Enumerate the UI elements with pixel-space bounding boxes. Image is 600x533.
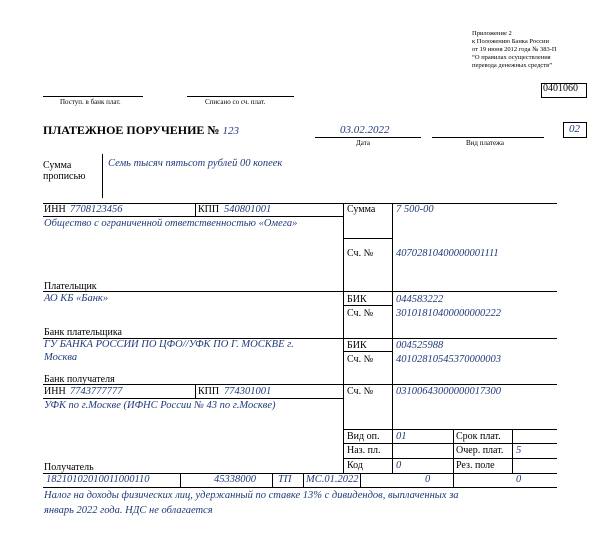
grid-line xyxy=(43,291,557,292)
tax-field-doc-number: 0 xyxy=(425,474,431,485)
op-type: 01 xyxy=(396,431,407,442)
amount-words-label-line: Сумма xyxy=(43,160,72,171)
payer-bank-account-label: Сч. № xyxy=(347,308,374,319)
tax-field-oktmo: 45338000 xyxy=(214,474,256,485)
amount-words-value: Семь тысяч пятьсот рублей 00 копеек xyxy=(108,158,283,169)
payee-bank-name-cont: Москва xyxy=(44,352,78,363)
appendix-line: перевода денежных средств” xyxy=(472,62,553,69)
grid-line xyxy=(43,216,343,217)
appendix-line: Приложение 2 xyxy=(472,30,512,37)
tax-field-doc-date: 0 xyxy=(516,474,522,485)
order-title xyxy=(43,123,239,138)
payer-bank-account: 30101810400000000222 xyxy=(396,308,501,319)
status-code: 02 xyxy=(569,123,580,135)
payer-kpp-label: КПП xyxy=(198,204,220,215)
payment-purpose-line: январь 2022 года. НДС не облагается xyxy=(44,505,213,516)
payer-bank-bik-label: БИК xyxy=(347,294,367,305)
amount-words-label-line: прописью xyxy=(43,171,86,182)
payee-bank-role-label: Банк получателя xyxy=(44,374,115,385)
tax-field-period: МС.01.2022 xyxy=(306,474,359,485)
payer-kpp: 540801001 xyxy=(224,204,272,215)
received-label: Поступ. в банк плат. xyxy=(60,98,121,106)
received-line xyxy=(43,96,143,97)
payer-inn-label: ИНН xyxy=(44,204,66,215)
grid-line xyxy=(512,429,513,473)
grid-line xyxy=(343,351,392,352)
payee-bank-name: ГУ БАНКА РОССИИ ПО ЦФО//УФК ПО Г. МОСКВЕ г. xyxy=(44,339,294,350)
op-type-label: Вид оп. xyxy=(347,431,380,442)
priority-label: Очер. плат. xyxy=(456,445,504,456)
date-line xyxy=(315,137,421,138)
payer-inn: 7708123456 xyxy=(70,204,123,215)
purpose-code-label: Наз. пл. xyxy=(347,445,381,456)
payee-inn: 7743777777 xyxy=(70,386,123,397)
appendix-line: к Положению Банка России xyxy=(472,38,549,45)
grid-line xyxy=(272,473,273,487)
payment-purpose-line: Налог на доходы физических лиц, удержанный по ставке 13% с дивидендов, выплаченных за xyxy=(44,490,459,501)
grid-line xyxy=(303,473,304,487)
date-label: Дата xyxy=(356,139,370,147)
grid-line xyxy=(343,238,392,239)
appendix-line: от 19 июня 2012 года № 383-П xyxy=(472,46,557,53)
grid-line xyxy=(343,305,392,306)
grid-line xyxy=(453,473,454,487)
grid-line xyxy=(343,458,557,459)
debited-label: Списано со сч. плат. xyxy=(205,98,266,106)
amount-words-divider xyxy=(102,154,103,198)
payer-bank-bik: 044583222 xyxy=(396,294,444,305)
grid-line xyxy=(343,443,557,444)
payer-amount-label: Сумма xyxy=(347,204,376,215)
tax-field-kbk: 18210102010011000110 xyxy=(46,474,150,485)
debited-line xyxy=(187,96,294,97)
payee-bank-bik: 004525988 xyxy=(396,340,444,351)
payee-role-label: Получатель xyxy=(44,462,94,473)
payee-account: 03100643000000017300 xyxy=(396,386,501,397)
payer-account-label: Сч. № xyxy=(347,248,374,259)
grid-line xyxy=(360,473,361,487)
grid-line xyxy=(43,487,557,488)
order-number: 123 xyxy=(222,125,239,137)
payer-amount: 7 500-00 xyxy=(396,204,434,215)
payee-inn-label: ИНН xyxy=(44,386,66,397)
tax-field-basis: ТП xyxy=(278,474,292,485)
payer-account: 40702810400000001111 xyxy=(396,248,499,259)
grid-line xyxy=(195,203,196,216)
payer-name: Общество с ограниченной ответственностью «Омега» xyxy=(44,218,298,229)
payee-account-label: Сч. № xyxy=(347,386,374,397)
grid-line xyxy=(343,203,344,473)
order-date: 03.02.2022 xyxy=(340,124,390,136)
payment-type-line xyxy=(432,137,544,138)
payee-bank-account: 40102810545370000003 xyxy=(396,354,501,365)
grid-line xyxy=(43,398,343,399)
order-title-text: ПЛАТЕЖНОЕ ПОРУЧЕНИЕ № xyxy=(43,123,220,137)
priority-value: 5 xyxy=(516,445,522,456)
payment-type-label: Вид платежа xyxy=(466,139,505,147)
due-label: Срок плат. xyxy=(456,431,501,442)
grid-line xyxy=(343,429,557,430)
payee-kpp-label: КПП xyxy=(198,386,220,397)
payee-bank-account-label: Сч. № xyxy=(347,354,374,365)
payee-kpp: 774301001 xyxy=(224,386,272,397)
payee-bank-bik-label: БИК xyxy=(347,340,367,351)
form-code: 0401060 xyxy=(543,83,578,94)
payee-name: УФК по г.Москве (ИФНС России № 43 по г.Москве) xyxy=(44,400,276,411)
grid-line xyxy=(180,473,181,487)
amount-words-label xyxy=(43,160,86,182)
grid-line xyxy=(43,384,557,385)
payer-bank-role-label: Банк плательщика xyxy=(44,327,122,338)
appendix-note xyxy=(472,30,557,70)
grid-line xyxy=(392,203,393,473)
appendix-line: “О правилах осуществления xyxy=(472,54,551,61)
grid-line xyxy=(453,429,454,473)
code-label: Код xyxy=(347,460,363,471)
grid-line xyxy=(195,384,196,398)
reserve-label: Рез. поле xyxy=(456,460,495,471)
payer-role-label: Плательщик xyxy=(44,281,97,292)
payer-bank-name: АО КБ «Банк» xyxy=(44,293,109,304)
code-value: 0 xyxy=(396,460,402,471)
